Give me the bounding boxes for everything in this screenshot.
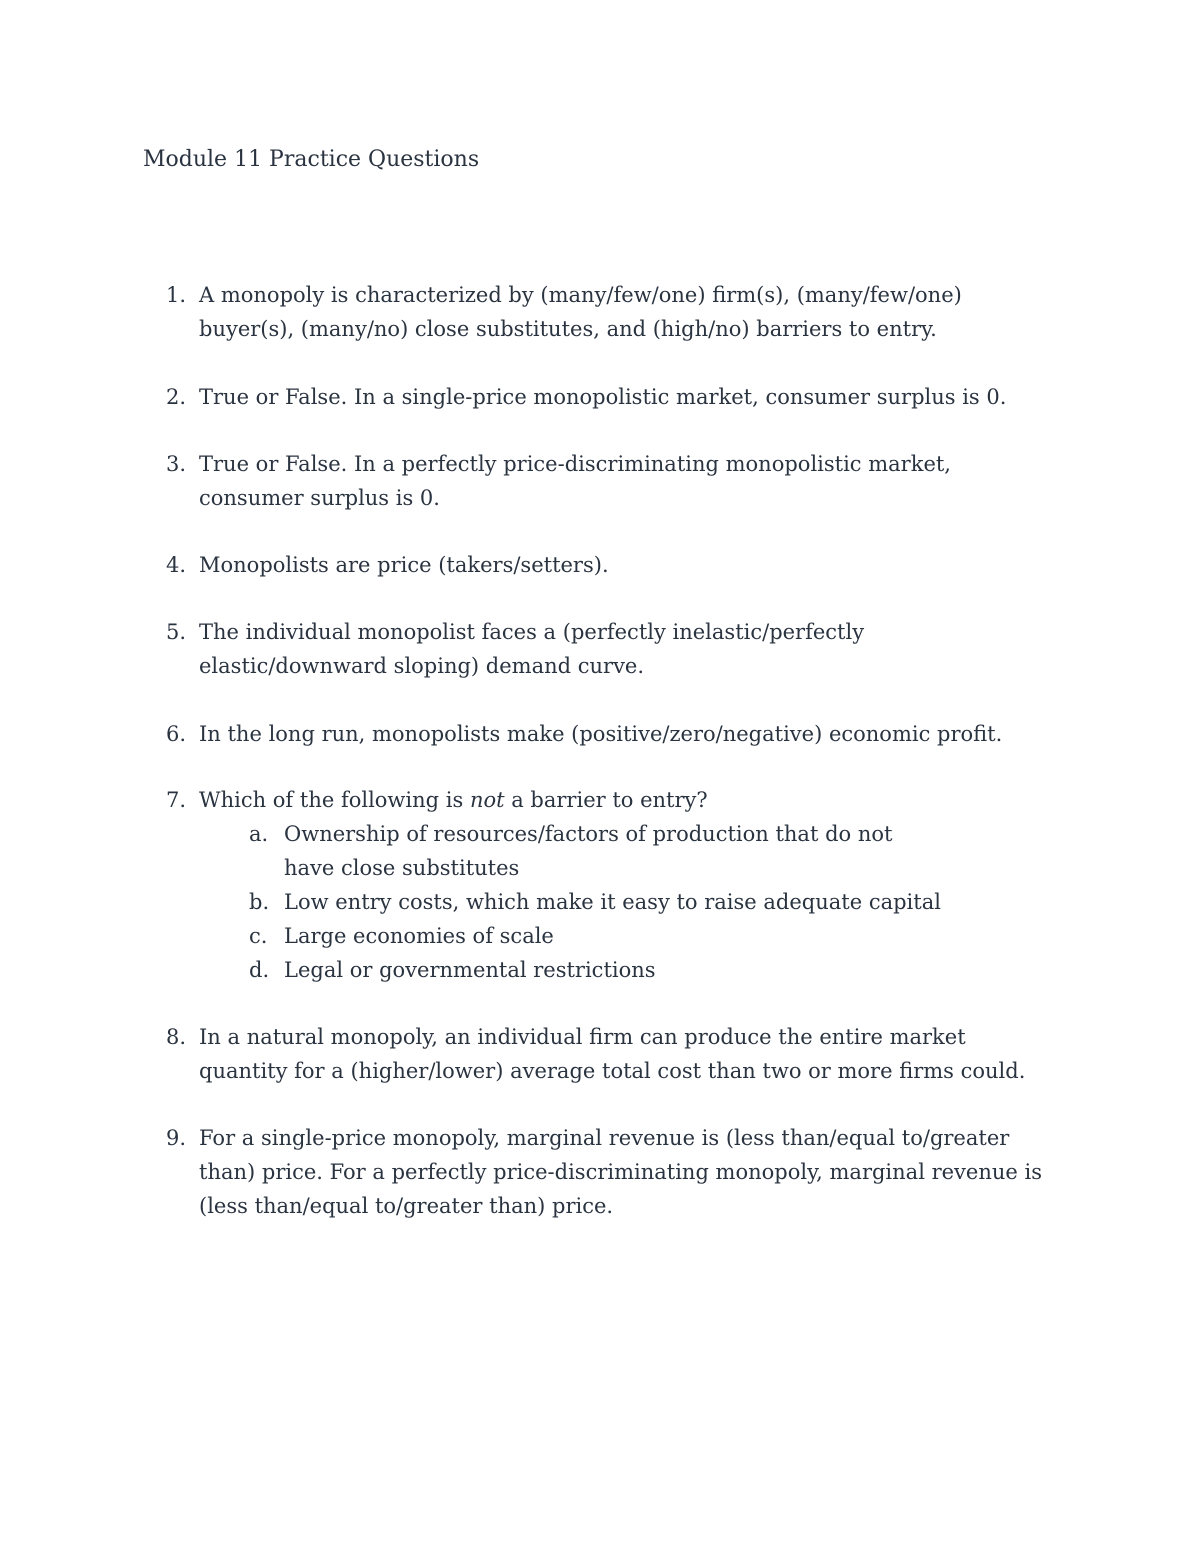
question-7: [166, 783, 1056, 987]
question-3: [166, 447, 1056, 515]
question-text: The individual monopolist faces a (perfectly inelastic/perfectly elastic/downward sloping) demand curve.: [199, 620, 865, 678]
question-number: 2.: [166, 385, 187, 409]
question-text: Monopolists are price (takers/setters).: [199, 553, 609, 577]
question-number: 5.: [166, 620, 187, 644]
question-text-before: Which of the following is: [199, 788, 470, 812]
question-number: 3.: [166, 452, 187, 476]
option-letter: d.: [249, 958, 270, 982]
option-a: [249, 817, 949, 885]
option-letter: c.: [249, 924, 268, 948]
question-text: True or False. In a perfectly price-discriminating monopolistic market, consumer surplus is 0.: [199, 452, 951, 510]
question-number: 4.: [166, 553, 187, 577]
question-number: 6.: [166, 722, 187, 746]
option-c: [249, 919, 949, 953]
option-d: [249, 953, 949, 987]
question-5: [166, 615, 1056, 683]
question-text: [199, 783, 1056, 817]
option-letter: a.: [249, 822, 269, 846]
question-1: [166, 278, 1056, 346]
option-text: Legal or governmental restrictions: [284, 958, 656, 982]
question-text: A monopoly is characterized by (many/few/one) firm(s), (many/few/one) buyer(s), (many/no) close substitutes, and (high/no) barriers to entry.: [199, 283, 962, 341]
question-number: 7.: [166, 788, 187, 812]
question-text: For a single-price monopoly, marginal revenue is (less than/equal to/greater than) price. For a perfectly price-discriminating monopoly, marginal revenue is (less than/equal to/greater than) price.: [199, 1126, 1042, 1218]
question-8: [166, 1020, 1056, 1088]
question-text-emphasis: not: [469, 788, 505, 812]
option-text: Low entry costs, which make it easy to raise adequate capital: [284, 890, 941, 914]
page-title: Module 11 Practice Questions: [143, 147, 480, 172]
question-number: 8.: [166, 1025, 187, 1049]
question-4: [166, 548, 1056, 582]
question-number: 1.: [166, 283, 187, 307]
question-text: True or False. In a single-price monopolistic market, consumer surplus is 0.: [199, 385, 1007, 409]
question-text-after: a barrier to entry?: [504, 788, 708, 812]
option-letter: b.: [249, 890, 270, 914]
question-number: 9.: [166, 1126, 187, 1150]
question-text: In a natural monopoly, an individual firm can produce the entire market quantity for a (higher/lower) average total cost than two or more firms could.: [199, 1025, 1026, 1083]
question-text: In the long run, monopolists make (positive/zero/negative) economic profit.: [199, 722, 1003, 746]
option-text: Ownership of resources/factors of production that do not have close substitutes: [284, 822, 893, 880]
question-6: [166, 717, 1056, 751]
option-b: [249, 885, 949, 919]
question-2: [166, 380, 1056, 414]
question-9: [166, 1121, 1056, 1223]
option-text: Large economies of scale: [284, 924, 554, 948]
